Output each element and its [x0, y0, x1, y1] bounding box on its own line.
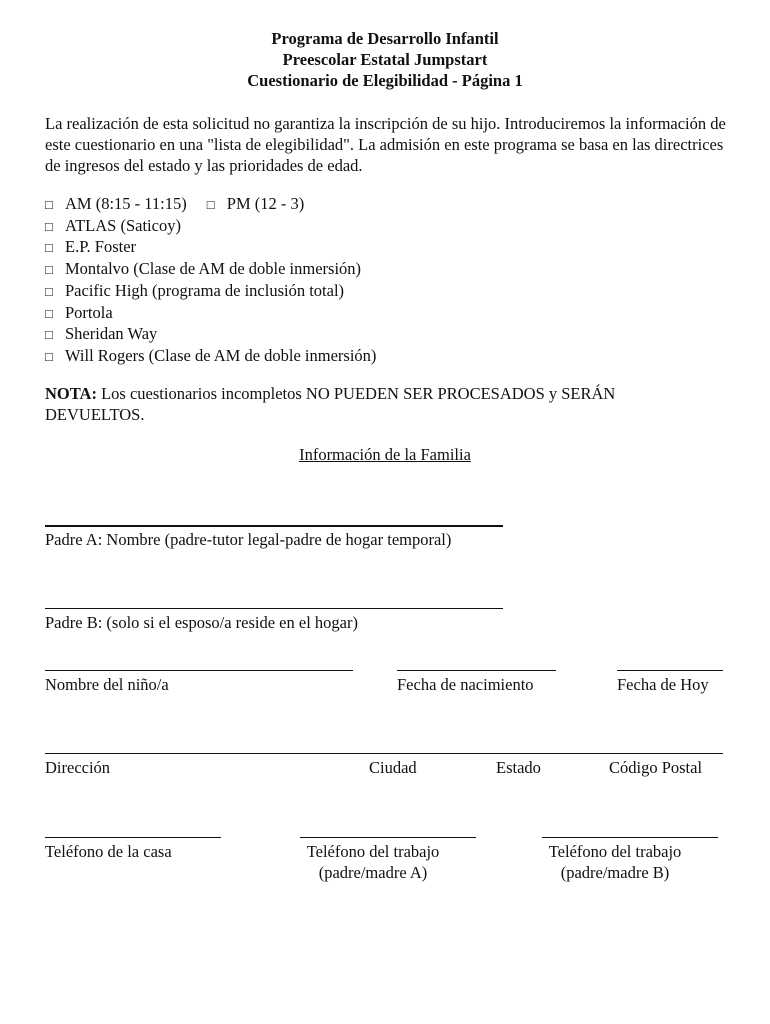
option-pacific-high-label: Pacific High (programa de inclusión total) — [65, 280, 345, 300]
work-phone-b-label — [542, 841, 688, 883]
work-phone-a-label-line1: Teléfono del trabajo — [306, 842, 440, 861]
parent-b-label: Padre B: (solo si el esposo/a reside en el hogar) — [45, 613, 358, 632]
checkbox-sheridan-icon[interactable]: □ — [45, 327, 53, 343]
work-phone-a-label-line2: (padre/madre A) — [318, 863, 428, 882]
family-info-heading: Información de la Familia — [299, 445, 471, 464]
option-ep-foster-label: E.P. Foster — [65, 237, 137, 257]
option-row-atlas — [45, 216, 376, 238]
city-label: Ciudad — [369, 758, 417, 777]
option-row-pacific-high — [45, 281, 376, 303]
option-row-portola — [45, 303, 376, 325]
note-text: Los cuestionarios incompletos NO PUEDEN SER PROCESADOS y SERÁN DEVUELTOS. — [45, 384, 616, 424]
option-will-rogers-label: Will Rogers (Clase de AM de doble inmersión) — [65, 345, 377, 365]
checkbox-atlas-icon[interactable]: □ — [45, 218, 53, 234]
option-atlas-label: ATLAS (Saticoy) — [65, 215, 181, 235]
option-pm-label: PM (12 - 3) — [226, 194, 305, 213]
checkbox-am-icon[interactable]: □ — [45, 197, 53, 212]
option-row-session — [45, 194, 376, 216]
checkbox-montalvo-icon[interactable]: □ — [45, 262, 53, 278]
address-label: Dirección — [45, 758, 111, 777]
checkbox-portola-icon[interactable]: □ — [45, 305, 53, 321]
parent-a-field[interactable] — [45, 525, 503, 527]
checkbox-ep-foster-icon[interactable]: □ — [45, 240, 53, 256]
state-label: Estado — [496, 758, 541, 777]
intro-paragraph: La realización de esta solicitud no garantiza la inscripción de su hijo. Introduciremos la información de este cuestionario en una "lista de elegibilidad". La admisión en este programa se basa en las directrices de ingresos del estado y las prioridades de edad. — [45, 114, 726, 175]
home-phone-label: Teléfono de la casa — [45, 842, 172, 861]
today-date-label: Fecha de Hoy — [617, 675, 709, 694]
parent-a-label: Padre A: Nombre (padre-tutor legal-padre de hogar temporal) — [45, 530, 452, 549]
zip-label: Código Postal — [609, 758, 703, 777]
checkbox-pacific-high-icon[interactable]: □ — [45, 283, 53, 299]
work-phone-a-label — [300, 841, 446, 883]
child-name-label: Nombre del niño/a — [45, 675, 169, 694]
today-date-field[interactable] — [617, 670, 723, 671]
work-phone-b-field[interactable] — [542, 837, 718, 838]
work-phone-b-label-line2: (padre/madre B) — [560, 863, 670, 882]
birth-date-field[interactable] — [397, 670, 556, 671]
form-header — [0, 28, 770, 91]
program-title: Programa de Desarrollo Infantil — [271, 29, 499, 48]
checkbox-pm-icon[interactable]: □ — [206, 197, 215, 212]
option-sheridan-label: Sheridan Way — [65, 324, 158, 344]
work-phone-a-field[interactable] — [300, 837, 476, 838]
option-row-ep-foster — [45, 237, 376, 259]
note-label: NOTA: — [45, 384, 97, 403]
parent-b-field[interactable] — [45, 608, 503, 609]
incomplete-note — [45, 383, 705, 425]
child-name-field[interactable] — [45, 670, 353, 671]
option-row-montalvo — [45, 259, 376, 281]
option-am-label: AM (8:15 - 11:15) — [65, 194, 187, 213]
option-portola-label: Portola — [65, 302, 113, 322]
option-row-sheridan — [45, 324, 376, 346]
address-field[interactable] — [45, 753, 723, 754]
home-phone-field[interactable] — [45, 837, 221, 838]
birth-date-label: Fecha de nacimiento — [397, 675, 534, 694]
option-row-will-rogers — [45, 346, 376, 368]
preschool-title: Preescolar Estatal Jumpstart — [282, 50, 488, 69]
checkbox-will-rogers-icon[interactable]: □ — [45, 348, 53, 364]
work-phone-b-label-line1: Teléfono del trabajo — [548, 842, 682, 861]
option-montalvo-label: Montalvo (Clase de AM de doble inmersión) — [65, 259, 362, 279]
program-options-list — [45, 194, 376, 368]
questionnaire-title: Cuestionario de Elegibilidad - Página 1 — [247, 71, 523, 90]
